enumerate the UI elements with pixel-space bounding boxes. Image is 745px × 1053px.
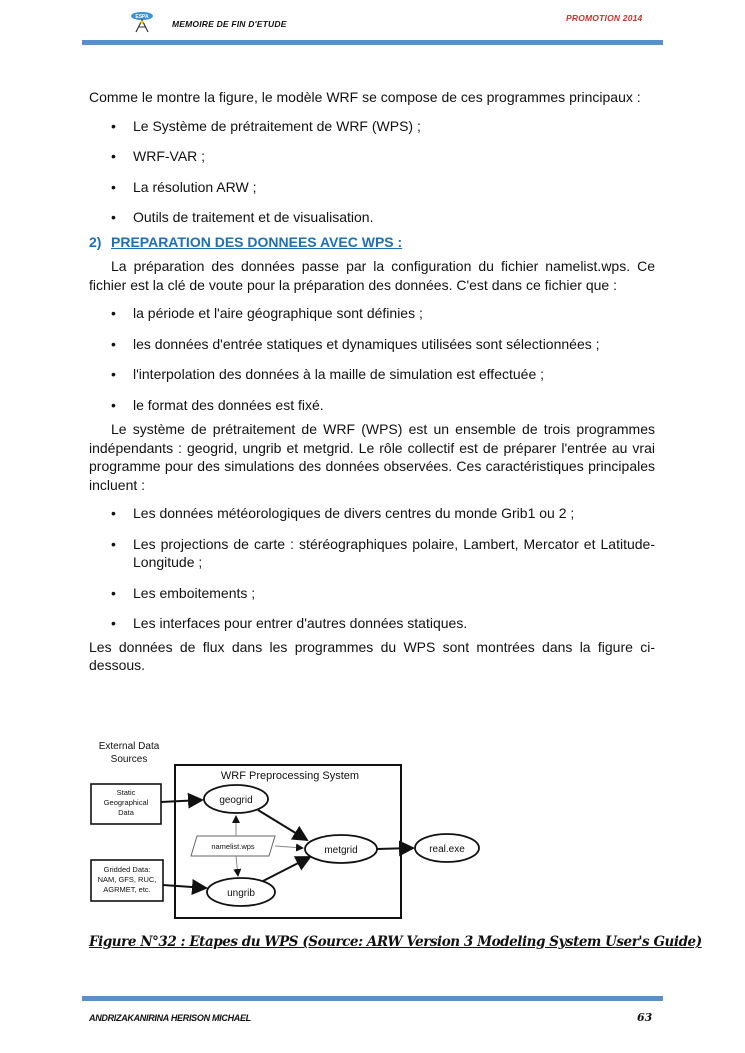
namelist-label: namelist.wps	[211, 842, 255, 851]
header-rule	[82, 40, 663, 45]
school-logo	[128, 9, 156, 33]
ungrib-label: ungrib	[227, 888, 255, 899]
external-sources-subtitle: Sources	[110, 754, 148, 765]
metgrid-label: metgrid	[324, 845, 358, 856]
external-sources-title: External Data	[98, 741, 160, 752]
wps-system-title: WRF Preprocessing System	[220, 770, 360, 782]
header-promotion: PROMOTION 2014	[566, 13, 643, 23]
geogrid-label: geogrid	[219, 795, 253, 806]
list-item: • Les interfaces pour entrer d'autres données statiques.	[111, 615, 468, 631]
footer-rule	[82, 996, 663, 1001]
wps-paragraph: Le système de prétraitement de WRF (WPS) est un ensemble de trois programmes indépendants : geogrid, ungrib et metgrid. Le rôle collectif est de préparer l'entrée au vrai programme pour des simulations des données observées. Ces caractéristiques principales incluent :	[89, 421, 655, 493]
page-content	[89, 88, 655, 675]
section-heading	[89, 233, 655, 252]
footer-author: ANDRIZAKANIRINA HERISON MICHAEL	[89, 1013, 251, 1023]
gridded-data-label: AGRMET, etc.	[103, 885, 151, 894]
static-data-label: Static	[116, 788, 136, 797]
header-title: MEMOIRE DE FIN D'ETUDE	[172, 19, 287, 29]
section-number: 2)	[89, 233, 102, 250]
list-item: • la période et l'aire géographique sont définies ;	[111, 305, 423, 321]
list-item: • Les données météorologiques de divers centres du monde Grib1 ou 2 ;	[111, 505, 575, 521]
wps-diagram	[89, 738, 489, 922]
namelist-list	[89, 304, 655, 414]
list-item: • Les emboitements ;	[111, 584, 256, 601]
arrow-ungrib-to-metgrid	[263, 857, 310, 881]
gridded-data-label: NAM, GFS, RUC,	[97, 875, 157, 884]
arrow-static-to-geogrid	[161, 800, 202, 802]
list-item: • les données d'entrée statiques et dynamiques utilisées sont sélectionnées ;	[111, 335, 600, 352]
list-item: • La résolution ARW ;	[111, 178, 257, 195]
namelist-paragraph: La préparation des données passe par la configuration du fichier namelist.wps. Ce fichier est la clé de voute pour la préparation des données. C'est dans ce fichier que :	[89, 258, 655, 293]
section-title: PREPARATION DES DONNEES AVEC WPS :	[111, 233, 403, 250]
flux-paragraph: Les données de flux dans les programmes du WPS sont montrées dans la figure ci-dessous.	[89, 638, 655, 673]
logo-text: ESPA	[135, 14, 149, 20]
arrow-namelist-to-metgrid	[275, 846, 303, 848]
intro-paragraph: Comme le montre la figure, le modèle WRF se compose de ces programmes principaux :	[89, 89, 641, 105]
arrow-metgrid-to-real	[377, 848, 413, 849]
static-data-label: Data	[118, 808, 134, 817]
gridded-data-label: Gridded Data:	[103, 865, 151, 874]
list-item: • l'interpolation des données à la maille de simulation est effectuée ;	[111, 366, 545, 382]
programs-list	[89, 117, 655, 227]
list-item: • WRF-VAR ;	[111, 148, 206, 164]
static-data-label: Geographical	[103, 798, 149, 807]
list-item: • Les projections de carte : stéréographiques polaire, Lambert, Mercator et Latitude-Longitude ;	[111, 535, 655, 570]
real-exe-label: real.exe	[429, 844, 465, 855]
wps-list	[89, 504, 655, 633]
arrow-gridded-to-ungrib	[163, 885, 206, 888]
arrow-namelist-to-ungrib	[236, 856, 238, 876]
list-item: • le format des données est fixé.	[111, 396, 324, 413]
list-item: • Outils de traitement et de visualisation.	[111, 209, 374, 225]
list-item: • Le Système de prétraitement de WRF (WPS) ;	[111, 117, 421, 134]
figure-caption: Figure N°32 : Etapes du WPS (Source: ARW Version 3 Modeling System User's Guide)	[89, 934, 702, 950]
page-number: 63	[637, 1011, 653, 1024]
